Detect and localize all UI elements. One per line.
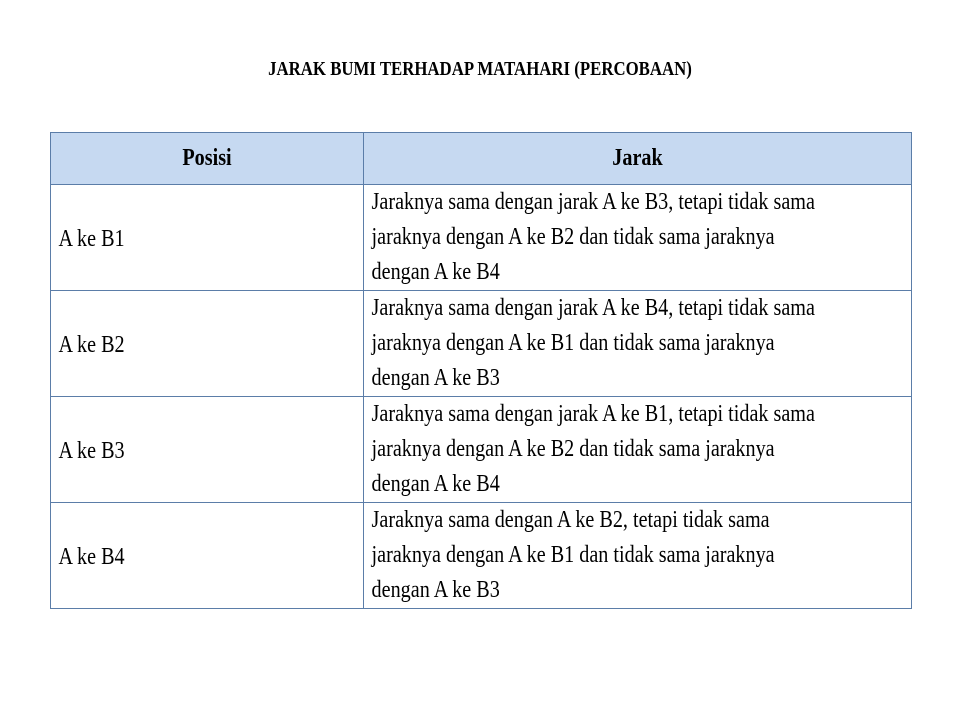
table-row [51, 397, 912, 503]
jarak-line: dengan A ke B4 [371, 259, 500, 285]
jarak-line: Jaraknya sama dengan jarak A ke B3, tetapi tidak sama [371, 189, 815, 215]
jarak-cell [364, 185, 912, 291]
jarak-line: jaraknya dengan A ke B1 dan tidak sama jaraknya [371, 542, 775, 568]
header-jarak: Jarak [364, 133, 912, 185]
jarak-line: Jaraknya sama dengan A ke B2, tetapi tidak sama [371, 507, 770, 533]
jarak-line: Jaraknya sama dengan jarak A ke B4, tetapi tidak sama [371, 295, 815, 321]
posisi-cell: A ke B1 [51, 185, 364, 291]
posisi-cell: A ke B3 [51, 397, 364, 503]
jarak-line: dengan A ke B4 [371, 471, 500, 497]
header-posisi: Posisi [51, 133, 364, 185]
jarak-cell [364, 503, 912, 609]
jarak-line: Jaraknya sama dengan jarak A ke B1, tetapi tidak sama [371, 401, 815, 427]
distance-table [50, 132, 912, 609]
jarak-line: dengan A ke B3 [371, 365, 500, 391]
table-row [51, 503, 912, 609]
page-title: JARAK BUMI TERHADAP MATAHARI (PERCOBAAN) [268, 58, 692, 80]
posisi-cell: A ke B4 [51, 503, 364, 609]
jarak-line: jaraknya dengan A ke B1 dan tidak sama jaraknya [371, 330, 775, 356]
table-row [51, 291, 912, 397]
jarak-line: dengan A ke B3 [371, 577, 500, 603]
table-row [51, 185, 912, 291]
table-header-row [51, 133, 912, 185]
jarak-line: jaraknya dengan A ke B2 dan tidak sama jaraknya [371, 224, 775, 250]
jarak-cell [364, 397, 912, 503]
jarak-cell [364, 291, 912, 397]
jarak-line: jaraknya dengan A ke B2 dan tidak sama jaraknya [371, 436, 775, 462]
posisi-cell: A ke B2 [51, 291, 364, 397]
